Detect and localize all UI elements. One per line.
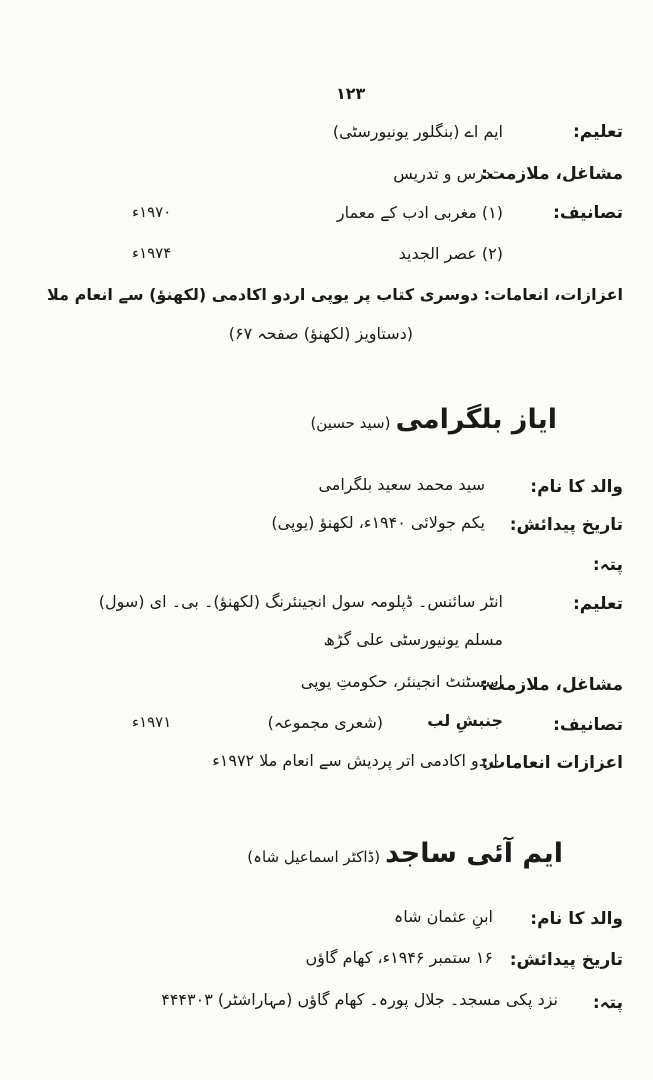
entry1-work-1: (۱) مغربی ادب کے معمار <box>336 203 503 222</box>
entry2-occupation-label: مشاغل، ملازمت: <box>481 675 623 695</box>
entry3-address-value: نزد پکی مسجد۔ جلال پورہ۔ کھام گاؤں (مہاراشٹر) ۴۴۴۳۰۳ <box>161 990 558 1009</box>
entry2-work-year: ۱۹۷۱ء <box>132 713 172 731</box>
entry1-occupation-value: درس و تدریس <box>393 164 491 183</box>
entry3-father-value: ابنِ عثمان شاہ <box>393 907 493 926</box>
entry2-heading <box>310 404 557 435</box>
entry3-dob-label: تاریخ پیدائش: <box>509 950 623 970</box>
entry1-awards-line: اعزازات، انعامات: دوسری کتاب پر یوپی اردو اکادمی (لکھنؤ) سے انعام ملا <box>47 285 623 304</box>
entry1-education-label: تعلیم: <box>573 122 623 142</box>
entry1-work-1-year: ۱۹۷۰ء <box>132 203 172 221</box>
entry2-name: ایاز بلگرامی <box>395 404 557 435</box>
entry1-reference: (دستاویز (لکھنؤ) صفحہ ۶۷) <box>228 324 413 343</box>
entry2-address-label: پتہ: <box>592 555 623 575</box>
entry2-father-value: سید محمد سعید بلگرامی <box>318 475 485 494</box>
entry2-awards-value: اردو اکادمی اتر پردیش سے انعام ملا ۱۹۷۲ء <box>212 751 498 770</box>
entry3-real-name: (ڈاکٹر اسماعیل شاہ) <box>247 848 381 866</box>
entry1-occupation-label: مشاغل، ملازمت: <box>481 164 623 184</box>
entry2-education-label: تعلیم: <box>573 594 623 614</box>
entry1-works-label: تصانیف: <box>553 203 623 223</box>
entry1-work-2: (۲) عصر الجدید <box>398 244 503 263</box>
entry2-dob-label: تاریخ پیدائش: <box>509 515 623 535</box>
page-number: ۱۲۳ <box>336 84 366 103</box>
entry3-name: ایم آئی ساجد <box>385 838 563 869</box>
entry3-dob-value: ۱۶ ستمبر ۱۹۴۶ء، کھام گاؤں <box>305 948 493 967</box>
entry2-dob-value: یکم جولائی ۱۹۴۰ء، لکھنؤ (یوپی) <box>271 513 485 532</box>
entry3-father-label: والد کا نام: <box>530 909 623 929</box>
entry2-father-label: والد کا نام: <box>530 477 623 497</box>
entry3-address-label: پتہ: <box>592 993 623 1013</box>
entry2-work-type: (شعری مجموعہ) <box>267 713 383 732</box>
entry2-works-label: تصانیف: <box>553 715 623 735</box>
entry2-education-value-2: مسلم یونیورسٹی علی گڑھ <box>323 630 503 649</box>
entry2-awards-label: اعزازات انعامات: <box>481 753 623 773</box>
entry3-heading <box>247 838 563 869</box>
entry1-education-value: ایم اے (بنگلور یونیورسٹی) <box>332 122 503 141</box>
entry2-work-title: جنبشِ لب <box>427 711 503 730</box>
entry2-education-value-1: انٹر سائنس۔ ڈپلومہ سول انجینئرنگ (لکھنؤ)۔ بی۔ ای (سول) <box>98 592 503 611</box>
entry1-work-2-year: ۱۹۷۴ء <box>132 244 172 262</box>
entry2-real-name: (سید حسین) <box>310 414 391 432</box>
entry2-occupation-value: اسسٹنٹ انجینئر، حکومتِ یوپی <box>300 672 503 691</box>
